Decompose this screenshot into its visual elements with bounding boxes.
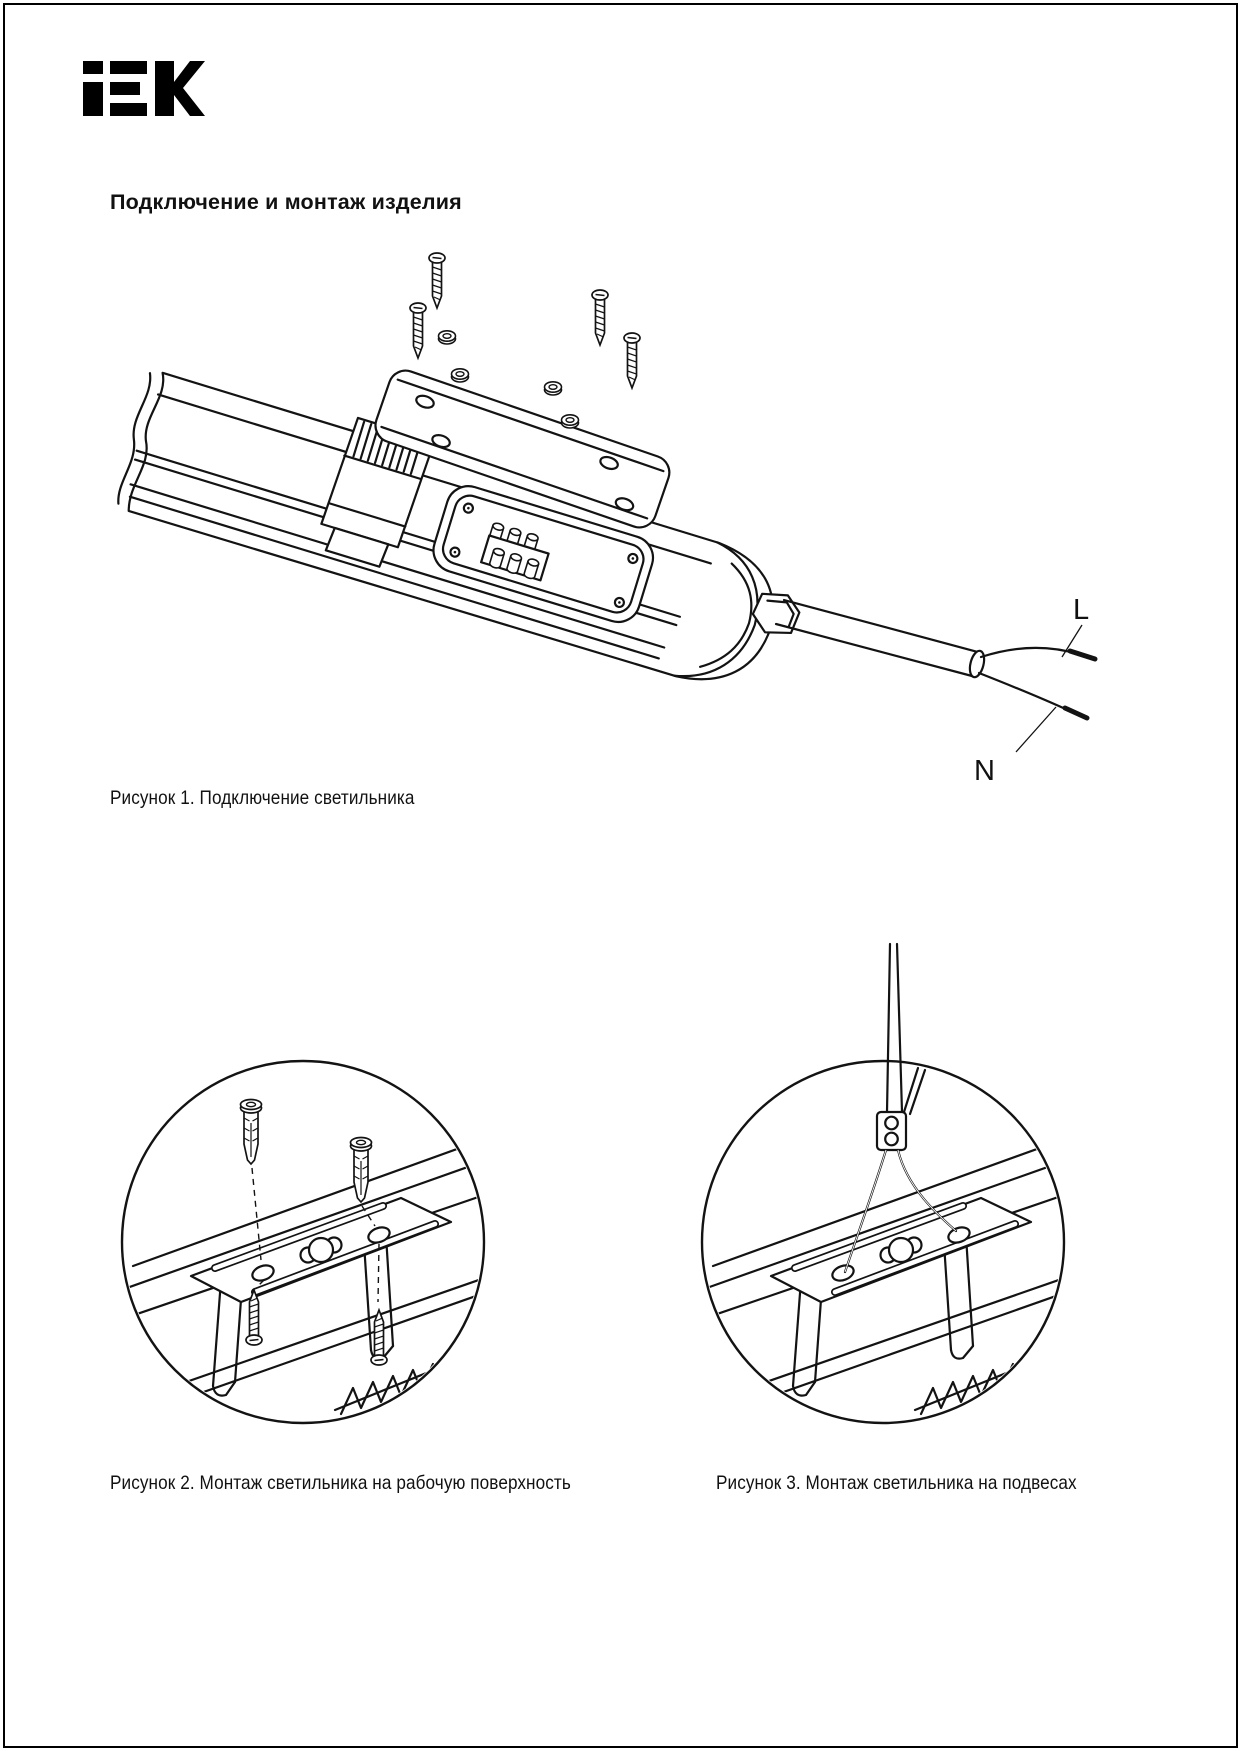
figure2-caption: Рисунок 2. Монтаж светильника на рабочую поверхность [110,1472,571,1494]
figure2-surface-mounting-drawing [113,1052,493,1432]
neutral-wire [979,673,1072,712]
wire-label-l: L [1073,594,1090,626]
figure3-suspension-mounting-drawing [693,940,1073,1432]
page-title: Подключение и монтаж изделия [110,190,462,214]
iek-logo-icon [83,61,205,116]
wire-label-n: N [974,755,995,787]
figure1-luminaire-connection-drawing [110,248,1100,788]
n-leader-line [1016,707,1056,752]
figure3-caption: Рисунок 3. Монтаж светильника на подвесах [716,1472,1077,1494]
supply-cable [776,594,1095,787]
keyhole-cutout [889,1238,913,1262]
figure1-caption: Рисунок 1. Подключение светильника [110,787,415,809]
keyhole-cutout [309,1238,333,1262]
